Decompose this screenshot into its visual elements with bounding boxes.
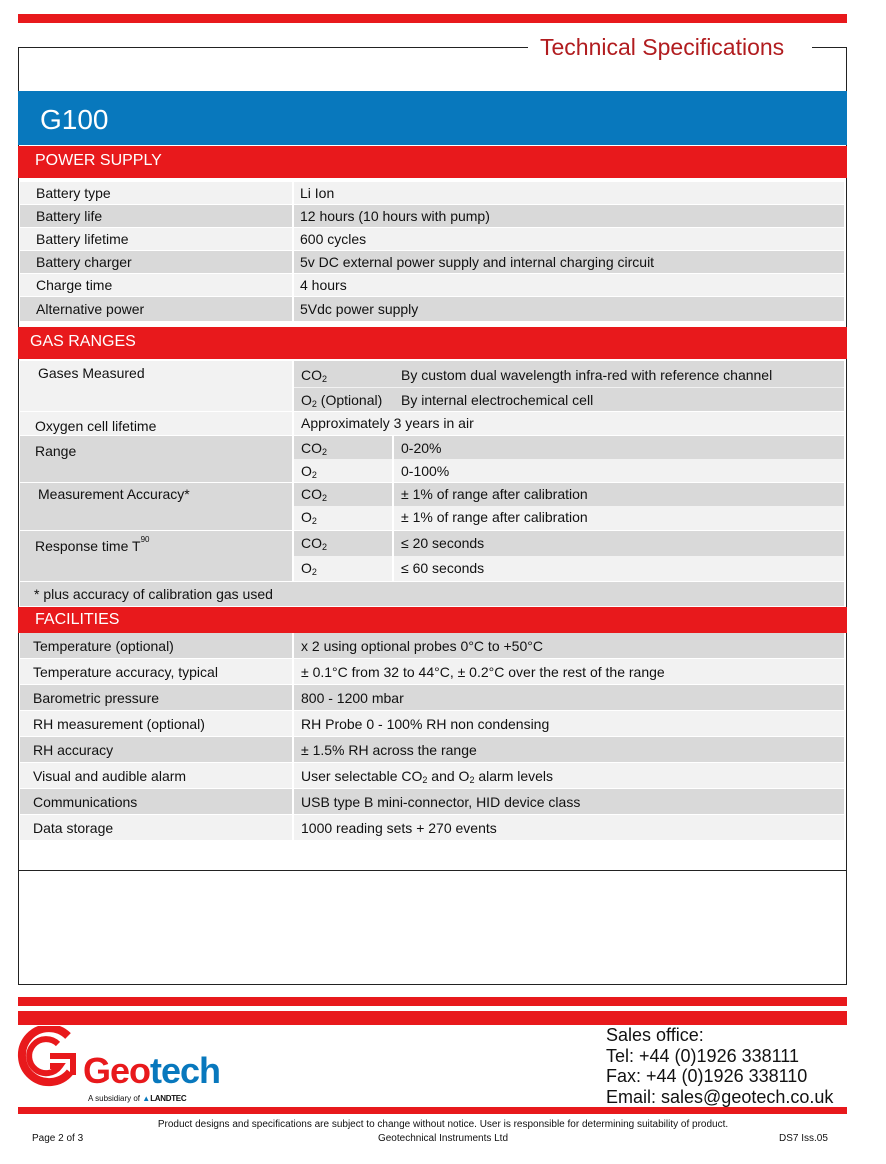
row-value: ± 1.5% RH across the range bbox=[301, 742, 477, 758]
table-row bbox=[20, 205, 844, 227]
row-label: Gases Measured bbox=[38, 365, 145, 381]
sub-row bbox=[293, 459, 844, 482]
row-label: Charge time bbox=[36, 277, 113, 293]
product-name: G100 bbox=[40, 104, 109, 135]
row-label: Range bbox=[35, 443, 77, 459]
product-banner bbox=[18, 91, 847, 145]
frame-line bbox=[18, 870, 847, 871]
table-row bbox=[20, 436, 844, 482]
table-row bbox=[20, 182, 844, 204]
row-label: Battery type bbox=[36, 185, 111, 201]
range-value: 0-20% bbox=[401, 440, 442, 456]
row-label: Battery lifetime bbox=[36, 231, 129, 247]
sub-row bbox=[293, 361, 844, 387]
table-row bbox=[20, 633, 844, 658]
row-value: Approximately 3 years in air bbox=[301, 415, 474, 431]
column-divider bbox=[292, 789, 294, 814]
gas-name: $CO_2$ bbox=[301, 535, 328, 552]
sub-row bbox=[293, 388, 844, 411]
column-divider bbox=[292, 737, 294, 762]
gas-name: $CO_2$ bbox=[301, 367, 328, 384]
sales-email[interactable]: Email: sales@geotech.co.uk bbox=[606, 1086, 834, 1107]
row-value: Li Ion bbox=[300, 185, 335, 201]
row-label: RH accuracy bbox=[33, 742, 114, 758]
column-divider bbox=[292, 205, 294, 227]
column-divider bbox=[292, 228, 294, 250]
logo-wordmark: Geotech bbox=[83, 1050, 221, 1091]
row-label: Response time $T^{90}$ bbox=[35, 535, 150, 554]
table-row bbox=[20, 789, 844, 814]
response-value: ≤ 20 seconds bbox=[401, 535, 485, 551]
frame-line bbox=[846, 47, 847, 985]
footer-red-bar bbox=[18, 1011, 847, 1025]
frame-line bbox=[18, 984, 847, 985]
row-value: 5Vdc power supply bbox=[300, 301, 419, 317]
column-divider bbox=[292, 274, 294, 296]
frame-line bbox=[18, 47, 19, 985]
row-value: ± 0.1°C from 32 to 44°C, ± 0.2°C over the rest of the range bbox=[301, 664, 665, 680]
table-row bbox=[20, 274, 844, 296]
row-value: USB type B mini-connector, HID device class bbox=[301, 794, 581, 810]
column-divider bbox=[292, 763, 294, 788]
row-label: Visual and audible alarm bbox=[33, 768, 187, 784]
table-row bbox=[20, 297, 844, 321]
table-row bbox=[20, 659, 844, 684]
gas-name: $CO_2$ bbox=[301, 486, 328, 503]
table-row bbox=[20, 815, 844, 840]
sales-tel: Tel: +44 (0)1926 338111 bbox=[606, 1045, 799, 1066]
row-label: Data storage bbox=[33, 820, 114, 836]
page-title: Technical Specifications bbox=[540, 34, 785, 60]
sales-title: Sales office: bbox=[606, 1025, 704, 1045]
gas-method: By custom dual wavelength infra-red with reference channel bbox=[401, 367, 773, 383]
section-heading: GAS RANGES bbox=[30, 333, 136, 350]
row-value: x 2 using optional probes 0°C to +50°C bbox=[301, 638, 543, 654]
section-heading: POWER SUPPLY bbox=[35, 152, 162, 169]
frame-line bbox=[812, 47, 847, 48]
table-row bbox=[20, 685, 844, 710]
row-value: 1000 reading sets + 270 events bbox=[301, 820, 497, 836]
row-label: Barometric pressure bbox=[33, 690, 160, 706]
column-divider bbox=[292, 633, 294, 658]
row-value: 600 cycles bbox=[300, 231, 367, 247]
row-value: User selectable $CO_2$ and $O_2$ alarm levels bbox=[301, 768, 554, 785]
row-label: Communications bbox=[33, 794, 138, 810]
page-number: Page 2 of 3 bbox=[32, 1133, 84, 1144]
row-value: RH Probe 0 - 100% RH non condensing bbox=[301, 716, 550, 732]
table-row bbox=[20, 361, 844, 411]
company-name: Geotechnical Instruments Ltd bbox=[377, 1133, 509, 1144]
landtec-icon: ▲ bbox=[142, 1094, 151, 1103]
row-value: 12 hours (10 hours with pump) bbox=[300, 208, 490, 224]
gas-name: $O_2$ bbox=[301, 560, 317, 577]
table-row bbox=[20, 711, 844, 736]
document-reference: DS7 Iss.05 bbox=[779, 1133, 828, 1144]
row-label: Oxygen cell lifetime bbox=[35, 418, 157, 434]
row-value: 800 - 1200 mbar bbox=[301, 690, 404, 706]
row-label: Temperature (optional) bbox=[33, 638, 174, 654]
section-facilities bbox=[18, 607, 847, 633]
row-label: Temperature accuracy, typical bbox=[33, 664, 218, 680]
column-divider bbox=[292, 685, 294, 710]
frame-line bbox=[18, 47, 528, 48]
section-power-supply bbox=[18, 146, 847, 178]
subsidiary-note: A subsidiary of ▲LANDTEC bbox=[88, 1094, 187, 1103]
row-label: Measurement Accuracy* bbox=[38, 486, 190, 502]
gas-name: $O_2$ (Optional) bbox=[301, 392, 383, 409]
range-value: 0-100% bbox=[401, 463, 450, 479]
column-divider bbox=[292, 182, 294, 204]
top-red-bar bbox=[18, 14, 847, 23]
column-divider bbox=[392, 436, 394, 582]
footer-red-bar bbox=[18, 997, 847, 1006]
column-divider bbox=[292, 297, 294, 321]
column-divider bbox=[292, 659, 294, 684]
accuracy-value: ± 1% of range after calibration bbox=[401, 486, 588, 502]
row-label: RH measurement (optional) bbox=[33, 716, 205, 732]
section-heading: FACILITIES bbox=[35, 611, 120, 628]
row-label: Battery life bbox=[36, 208, 103, 224]
column-divider bbox=[292, 361, 294, 582]
logo-text bbox=[84, 1050, 228, 1092]
footnote: * plus accuracy of calibration gas used bbox=[34, 586, 273, 602]
disclaimer: Product designs and specifications are subject to change without notice. User is responsible for determining suitability of product. bbox=[157, 1119, 729, 1130]
table-row bbox=[20, 737, 844, 762]
gas-name: $CO_2$ bbox=[301, 440, 328, 457]
accuracy-value: ± 1% of range after calibration bbox=[401, 509, 588, 525]
column-divider bbox=[292, 251, 294, 273]
gas-name: $O_2$ bbox=[301, 509, 317, 526]
table-row bbox=[20, 412, 844, 435]
row-value: 5v DC external power supply and internal charging circuit bbox=[300, 254, 655, 270]
sales-office bbox=[606, 1025, 833, 1107]
row-label: Battery charger bbox=[36, 254, 132, 270]
sub-row bbox=[293, 556, 844, 581]
column-divider bbox=[292, 815, 294, 840]
gas-method: By internal electrochemical cell bbox=[401, 392, 594, 408]
column-divider bbox=[292, 711, 294, 736]
response-value: ≤ 60 seconds bbox=[401, 560, 485, 576]
gas-name: $O_2$ bbox=[301, 463, 317, 480]
table-row bbox=[20, 763, 844, 788]
sales-fax: Fax: +44 (0)1926 338110 bbox=[606, 1066, 808, 1086]
table-row bbox=[20, 582, 844, 606]
row-value: 4 hours bbox=[300, 277, 347, 293]
row-label: Alternative power bbox=[36, 301, 145, 317]
table-row bbox=[20, 228, 844, 250]
table-row bbox=[20, 483, 844, 530]
table-row bbox=[20, 251, 844, 273]
section-gas-ranges bbox=[18, 327, 847, 359]
table-row bbox=[20, 531, 844, 581]
